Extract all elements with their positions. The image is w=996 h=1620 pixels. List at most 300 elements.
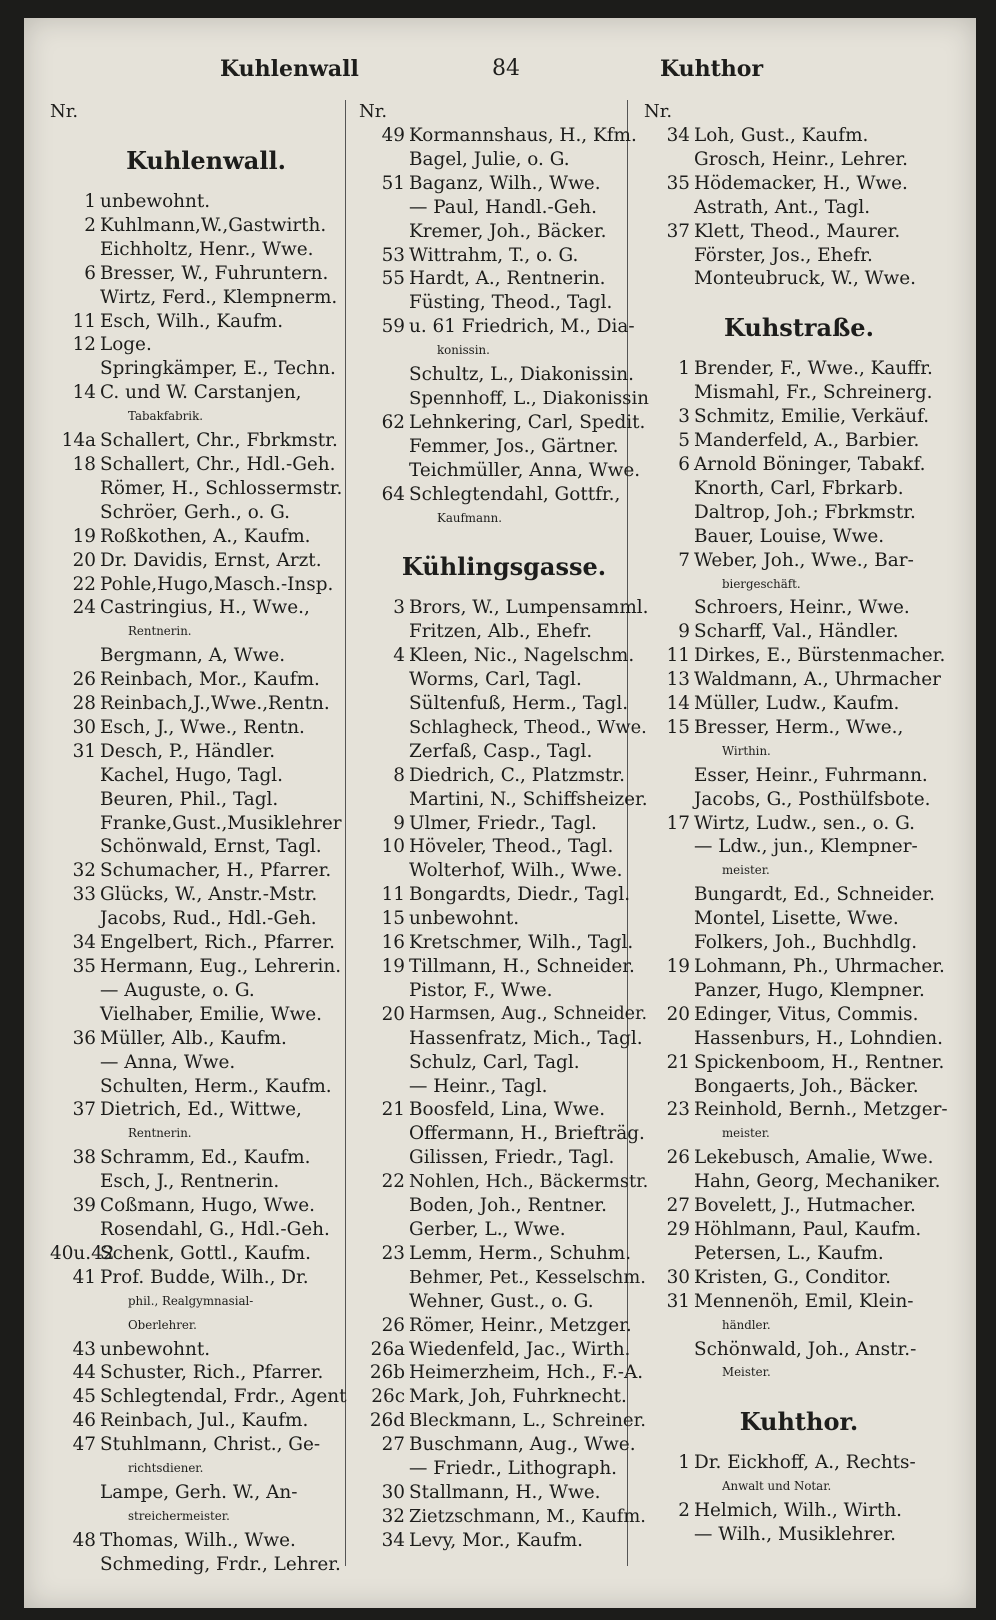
directory-entry [644, 1242, 954, 1266]
directory-entry [50, 812, 362, 836]
resident-text: Nohlen, Hch., Bäckermstr. [409, 1171, 649, 1193]
resident-text: Hardt, A., Rentnerin. [409, 268, 606, 290]
column-nr-label: Nr. [50, 101, 79, 122]
resident-text: Schultz, L., Diakonissin. [409, 364, 634, 386]
directory-entry [359, 196, 649, 220]
resident-text-continuation: meister. [722, 863, 770, 878]
house-number: 13 [666, 669, 690, 691]
street-heading: Kühlingsgasse. [401, 552, 607, 582]
resident-text: Brender, F., Wwe., Kauffr. [694, 358, 933, 380]
house-number: 14 [666, 693, 690, 715]
house-number: 37 [666, 220, 690, 242]
resident-text: Bongaerts, Joh., Bäcker. [694, 1075, 919, 1097]
house-number: 2 [678, 1500, 690, 1522]
resident-text: unbewohnt. [100, 191, 211, 212]
house-number: 26b [369, 1362, 405, 1384]
directory-entry [359, 363, 649, 387]
house-number: 39 [72, 1195, 96, 1217]
resident-text-continuation: Kaufmann. [437, 510, 502, 525]
directory-entry [50, 883, 362, 907]
resident-text: Wiedenfeld, Jac., Wirth. [409, 1338, 631, 1360]
directory-entry [644, 172, 954, 196]
resident-text: u. 61 Friedrich, M., Dia- [409, 316, 635, 338]
resident-text: Worms, Carl, Tagl. [409, 669, 582, 691]
directory-entry [644, 525, 954, 549]
directory-entry [359, 459, 649, 483]
resident-text: Schlegtendal, Frdr., Agent [100, 1386, 347, 1408]
directory-entry [359, 244, 649, 268]
resident-text-continuation: Meister. [722, 1365, 771, 1380]
directory-entry [50, 955, 362, 979]
resident-text: Edinger, Vitus, Commis. [694, 1003, 919, 1025]
house-number: 6 [678, 453, 690, 475]
directory-entry [644, 1170, 954, 1194]
resident-text: Waldmann, A., Uhrmacher [694, 669, 941, 691]
resident-text: Rosendahl, G., Hdl.-Geh. [100, 1218, 330, 1240]
directory-entry [644, 1499, 954, 1523]
resident-text: Kleen, Nic., Nagelschm. [409, 645, 635, 667]
house-number: 46 [72, 1410, 96, 1432]
resident-text: Helmich, Wilh., Wirth. [694, 1500, 903, 1522]
resident-text: Mennenöh, Emil, Klein- [694, 1290, 914, 1312]
directory-entry [359, 1314, 649, 1338]
directory-entry [359, 1194, 649, 1218]
resident-text: Kachel, Hugo, Tagl. [100, 764, 284, 786]
resident-text: Schallert, Chr., Hdl.-Geh. [100, 453, 336, 475]
house-number: 19 [666, 956, 690, 977]
house-number: 59 [381, 316, 405, 338]
directory-entry [644, 1098, 954, 1146]
house-number: 31 [666, 1290, 690, 1312]
directory-entry [359, 1218, 649, 1242]
house-number: 20 [666, 1003, 690, 1025]
directory-entry [359, 979, 649, 1003]
resident-text: Levy, Mor., Kaufm. [409, 1529, 583, 1551]
resident-text: Gerber, L., Wwe. [409, 1218, 566, 1240]
house-number: 19 [381, 956, 405, 977]
house-number: 9 [678, 621, 690, 643]
street-heading: Kuhthor. [739, 1407, 859, 1437]
resident-text: Schönwald, Joh., Anstr.- [694, 1338, 917, 1360]
resident-text: Reinhold, Bernh., Metzger- [694, 1099, 948, 1121]
directory-entry [644, 549, 954, 597]
directory-entry [50, 501, 362, 525]
resident-text: — Ldw., jun., Klempner- [694, 836, 918, 858]
directory-entry [50, 788, 362, 812]
resident-text: Boosfeld, Lina, Wwe. [409, 1099, 606, 1121]
resident-text: Schlegtendahl, Gottfr., [409, 483, 621, 505]
house-number: 26a [370, 1338, 405, 1360]
resident-text: Wittrahm, T., o. G. [409, 244, 579, 266]
resident-text-continuation: streichermeister. [128, 1508, 230, 1523]
directory-entry [644, 1290, 954, 1338]
resident-text: Brors, W., Lumpensamml. [409, 597, 649, 619]
directory-entry [359, 764, 649, 788]
house-number: 33 [72, 884, 96, 906]
resident-text-continuation: richtsdiener. [128, 1461, 204, 1476]
resident-text: — Anna, Wwe. [100, 1051, 236, 1073]
resident-text: Zietzschmann, M., Kaufm. [409, 1505, 646, 1527]
directory-entry [50, 1433, 362, 1481]
resident-text: Römer, H., Schlossermstr. [100, 477, 343, 499]
resident-text: Thomas, Wilh., Wwe. [100, 1529, 296, 1551]
resident-text: Eichholtz, Henr., Wwe. [100, 238, 314, 260]
directory-entry [359, 1146, 649, 1170]
resident-text: Loge. [100, 334, 152, 356]
house-number: 27 [666, 1195, 690, 1217]
directory-entry [359, 220, 649, 244]
directory-entry [359, 267, 649, 291]
house-number: 16 [381, 932, 405, 954]
resident-text: Pistor, F., Wwe. [409, 979, 553, 1001]
resident-text: Arnold Böninger, Tabakf. [694, 453, 926, 475]
street-heading: Kuhstraße. [724, 313, 874, 343]
house-number: 5 [678, 430, 690, 452]
house-number: 18 [72, 453, 96, 475]
directory-entry [644, 220, 954, 244]
resident-text-continuation: Oberlehrer. [128, 1317, 197, 1332]
directory-entry [359, 483, 649, 531]
directory-entry [359, 124, 649, 148]
directory-entry [644, 453, 954, 477]
resident-text: Höveler, Theod., Tagl. [409, 836, 614, 858]
column-nr-label: Nr. [644, 101, 673, 122]
directory-entry [50, 835, 362, 859]
house-number: 11 [666, 645, 690, 667]
resident-text: Boden, Joh., Rentner. [409, 1195, 607, 1217]
resident-text: Dr. Eickhoff, A., Rechts- [694, 1452, 916, 1474]
directory-entry [359, 1481, 649, 1505]
resident-text: Weber, Joh., Wwe., Bar- [694, 549, 914, 571]
house-number: 1 [84, 191, 96, 212]
directory-entry [50, 1003, 362, 1027]
house-number: 21 [666, 1051, 690, 1073]
resident-text: Schmeding, Frdr., Lehrer. [100, 1553, 341, 1575]
directory-entry [50, 1338, 362, 1362]
resident-text: Manderfeld, A., Barbier. [694, 430, 920, 452]
directory-entry [50, 453, 362, 477]
directory-entry [50, 931, 362, 955]
resident-text: Bleckmann, L., Schreiner. [409, 1410, 647, 1432]
house-number: 14a [61, 430, 96, 452]
column-nr-label: Nr. [359, 101, 388, 122]
house-number: 2 [84, 214, 96, 236]
resident-text: Coßmann, Hugo, Wwe. [100, 1195, 316, 1217]
house-number: 21 [381, 1099, 405, 1121]
resident-text: Beuren, Phil., Tagl. [100, 788, 279, 810]
house-number: 31 [72, 740, 96, 762]
directory-entry [359, 835, 649, 859]
directory-entry [359, 291, 649, 315]
resident-text: Franke,Gust.,Musiklehrer [100, 812, 342, 834]
resident-text: Dietrich, Ed., Wittwe, [100, 1099, 302, 1121]
resident-text: Förster, Jos., Ehefr. [694, 244, 873, 266]
resident-text: Offermann, H., Briefträg. [409, 1123, 645, 1145]
directory-entry [644, 596, 954, 620]
directory-entry [359, 644, 649, 668]
resident-text: Lehnkering, Carl, Spedit. [409, 411, 646, 433]
resident-text-continuation: Wirthin. [722, 743, 771, 758]
directory-entry [644, 931, 954, 955]
house-number: 29 [666, 1218, 690, 1240]
directory-entry [644, 955, 954, 979]
directory-entry [644, 644, 954, 668]
house-number: 28 [72, 693, 96, 715]
directory-entry [359, 931, 649, 955]
house-number: 19 [72, 525, 96, 547]
resident-text: Knorth, Carl, Fbrkarb. [694, 477, 904, 499]
directory-entry [50, 907, 362, 931]
directory-entry [50, 1051, 362, 1075]
house-number: 11 [72, 310, 96, 332]
resident-text-continuation: Rentnerin. [128, 1126, 192, 1141]
resident-text: Spennhoff, L., Diakonissin [409, 387, 649, 409]
resident-text: Harmsen, Aug., Schneider. [409, 1003, 648, 1024]
directory-entry [359, 172, 649, 196]
directory-entry [644, 812, 954, 836]
house-number: 36 [72, 1027, 96, 1049]
street-heading: Kuhlenwall. [126, 146, 286, 175]
directory-entry [644, 979, 954, 1003]
resident-text: Wirtz, Ludw., sen., o. G. [694, 812, 915, 834]
resident-text: Mismahl, Fr., Schreinerg. [694, 382, 933, 404]
resident-text: Daltrop, Joh.; Fbrkmstr. [694, 501, 916, 523]
directory-entry [50, 1529, 362, 1553]
directory-entry [50, 310, 362, 334]
house-number: 49 [381, 125, 405, 146]
directory-entry [644, 620, 954, 644]
directory-entry [50, 381, 362, 429]
resident-text: Bovelett, J., Hutmacher. [694, 1195, 916, 1217]
directory-entry [50, 764, 362, 788]
resident-text-continuation: phil., Realgymnasial- [128, 1293, 254, 1308]
directory-entry [50, 190, 362, 214]
directory-entry [50, 1218, 362, 1242]
directory-entry [359, 1122, 649, 1146]
directory-entry [644, 381, 954, 405]
directory-entry [50, 1242, 362, 1266]
directory-entry [50, 1075, 362, 1099]
house-number: 20 [381, 1003, 405, 1025]
directory-entry [644, 429, 954, 453]
resident-text: Esser, Heinr., Fuhrmann. [694, 764, 928, 786]
house-number: 8 [393, 764, 405, 786]
resident-text: Stuhlmann, Christ., Ge- [100, 1434, 321, 1456]
house-number: 47 [72, 1434, 96, 1456]
directory-entry [359, 812, 649, 836]
resident-text: Schmitz, Emilie, Verkäuf. [694, 406, 930, 428]
directory-entry [359, 620, 649, 644]
resident-text: Esch, J., Rentnerin. [100, 1171, 280, 1193]
directory-entry [644, 148, 954, 172]
resident-text: Vielhaber, Emilie, Wwe. [100, 1003, 322, 1025]
resident-text-continuation: Rentnerin. [128, 624, 192, 639]
directory-entry [50, 477, 362, 501]
directory-entry [50, 525, 362, 549]
directory-entry [50, 429, 362, 453]
resident-text: Glücks, W., Anstr.-Mstr. [100, 884, 318, 906]
directory-entry [359, 1170, 649, 1194]
resident-text: C. und W. Carstanjen, [100, 382, 302, 404]
directory-entry [644, 883, 954, 907]
resident-text: Monteubruck, W., Wwe. [694, 268, 917, 290]
house-number: 32 [381, 1505, 405, 1527]
resident-text-continuation: biergeschäft. [722, 576, 801, 591]
directory-entry [50, 333, 362, 357]
resident-text: Kretschmer, Wilh., Tagl. [409, 932, 634, 954]
resident-text: Hassenfratz, Mich., Tagl. [409, 1027, 643, 1049]
directory-entry [359, 387, 649, 411]
resident-text: Ulmer, Friedr., Tagl. [409, 812, 597, 834]
resident-text: Heimerzheim, Hch., F.-A. [409, 1362, 644, 1384]
directory-entry [359, 1529, 649, 1553]
directory-entry [644, 267, 954, 291]
directory-entry [359, 1433, 649, 1457]
resident-text-continuation: Anwalt und Notar. [722, 1479, 832, 1494]
directory-entry [644, 1075, 954, 1099]
directory-entry [50, 716, 362, 740]
resident-text: Hödemacker, H., Wwe. [694, 172, 908, 194]
directory-entry [359, 315, 649, 363]
house-number: 24 [72, 597, 96, 619]
house-number: 26c [371, 1386, 405, 1408]
directory-entry [359, 1457, 649, 1481]
directory-entry [359, 596, 649, 620]
resident-text: — Friedr., Lithograph. [409, 1458, 618, 1480]
resident-text: — Paul, Handl.-Geh. [409, 196, 597, 218]
resident-text: Kuhlmann,W.,Gastwirth. [100, 214, 327, 236]
directory-entry [359, 1242, 649, 1266]
resident-text: Grosch, Heinr., Lehrer. [694, 148, 909, 170]
resident-text: — Wilh., Musiklehrer. [694, 1524, 896, 1546]
resident-text: Desch, P., Händler. [100, 740, 276, 762]
resident-text: Behmer, Pet., Kesselschm. [409, 1266, 646, 1288]
resident-text: Schuster, Rich., Pfarrer. [100, 1362, 324, 1384]
house-number: 3 [393, 597, 405, 619]
resident-text: Müller, Ludw., Kaufm. [694, 693, 900, 715]
directory-entry [50, 262, 362, 286]
resident-text: Schroers, Heinr., Wwe. [694, 597, 910, 619]
resident-text: Schramm, Ed., Kaufm. [100, 1147, 311, 1169]
resident-text-continuation: Tabakfabrik. [128, 409, 203, 424]
resident-text: Höhlmann, Paul, Kaufm. [694, 1218, 922, 1240]
house-number: 15 [666, 716, 690, 738]
directory-entry [644, 196, 954, 220]
house-number: 26 [381, 1314, 405, 1336]
resident-text: Müller, Alb., Kaufm. [100, 1027, 287, 1049]
resident-text: Engelbert, Rich., Pfarrer. [100, 932, 335, 954]
house-number: 44 [72, 1362, 96, 1384]
resident-text: Bresser, W., Fuhruntern. [100, 262, 329, 284]
directory-entry [644, 1194, 954, 1218]
resident-text: Kremer, Joh., Bäcker. [409, 220, 607, 242]
directory-entry [50, 1194, 362, 1218]
resident-text: Springkämper, E., Techn. [100, 358, 336, 380]
directory-entry [359, 1290, 649, 1314]
resident-text: — Auguste, o. G. [100, 979, 255, 1001]
resident-text: Schallert, Chr., Fbrkmstr. [100, 430, 338, 452]
resident-text: Reinbach,J.,Wwe.,Rentn. [100, 693, 330, 715]
resident-text: Diedrich, C., Platzmstr. [409, 764, 625, 786]
directory-entry [50, 286, 362, 310]
house-number: 3 [678, 406, 690, 428]
directory-entry [50, 238, 362, 262]
resident-text: Folkers, Joh., Buchhdlg. [694, 932, 918, 954]
house-number: 35 [72, 956, 96, 977]
resident-text: Kristen, G., Conditor. [694, 1266, 891, 1288]
directory-entry [359, 1361, 649, 1385]
resident-text: Prof. Budde, Wilh., Dr. [100, 1266, 309, 1288]
directory-entry [50, 668, 362, 692]
directory-column-2 [359, 100, 649, 1553]
directory-entry [644, 907, 954, 931]
resident-text: Bresser, Herm., Wwe., [694, 716, 904, 738]
running-header-left: Kuhlenwall [220, 56, 359, 82]
house-number: 7 [678, 549, 690, 571]
directory-entry [50, 1170, 362, 1194]
document-page [24, 18, 976, 1608]
directory-entry [359, 716, 649, 740]
directory-entry [644, 1218, 954, 1242]
house-number: 12 [72, 334, 96, 356]
directory-entry [359, 435, 649, 459]
resident-text: Wolterhof, Wilh., Wwe. [409, 860, 623, 882]
resident-text-continuation: händler. [722, 1317, 771, 1332]
directory-entry [359, 692, 649, 716]
resident-text: Schlagheck, Theod., Wwe. [409, 716, 647, 738]
house-number: 41 [72, 1266, 96, 1288]
directory-entry [359, 1075, 649, 1099]
directory-entry [359, 788, 649, 812]
house-number: 34 [666, 125, 690, 146]
house-number: 34 [72, 932, 96, 954]
directory-entry [359, 955, 649, 979]
house-number: 17 [666, 812, 690, 834]
directory-entry [644, 764, 954, 788]
resident-text: Stallmann, H., Wwe. [409, 1481, 601, 1503]
resident-text: Tillmann, H., Schneider. [409, 956, 635, 977]
resident-text: Petersen, L., Kaufm. [694, 1242, 884, 1264]
resident-text-continuation: meister. [722, 1126, 770, 1141]
directory-entry [644, 1338, 954, 1386]
directory-entry [644, 1051, 954, 1075]
resident-text: Jacobs, Rud., Hdl.-Geh. [100, 908, 317, 930]
resident-text: Schenk, Gottl., Kaufm. [100, 1242, 311, 1264]
resident-text: Bauer, Louise, Wwe. [694, 525, 885, 547]
resident-text: Schulten, Herm., Kaufm. [100, 1075, 332, 1097]
resident-text: Reinbach, Mor., Kaufm. [100, 669, 320, 691]
page-number: 84 [492, 56, 520, 81]
house-number: 23 [381, 1242, 405, 1264]
house-number: 30 [666, 1266, 690, 1288]
house-number: 35 [666, 172, 690, 194]
directory-entry [644, 668, 954, 692]
house-number: 22 [72, 573, 96, 595]
directory-entry [359, 1027, 649, 1051]
house-number: 26 [666, 1147, 690, 1169]
resident-text: Teichmüller, Anna, Wwe. [409, 459, 641, 481]
resident-text: Bergmann, A, Wwe. [100, 645, 286, 667]
directory-entry [50, 1385, 362, 1409]
house-number: 48 [72, 1529, 96, 1551]
house-number: 40u.42 [50, 1242, 115, 1264]
resident-text: Castringius, H., Wwe., [100, 597, 310, 619]
house-number: 45 [72, 1386, 96, 1408]
directory-entry [359, 668, 649, 692]
directory-entry [50, 1361, 362, 1385]
resident-text: Zerfaß, Casp., Tagl. [409, 740, 593, 762]
directory-entry [50, 859, 362, 883]
